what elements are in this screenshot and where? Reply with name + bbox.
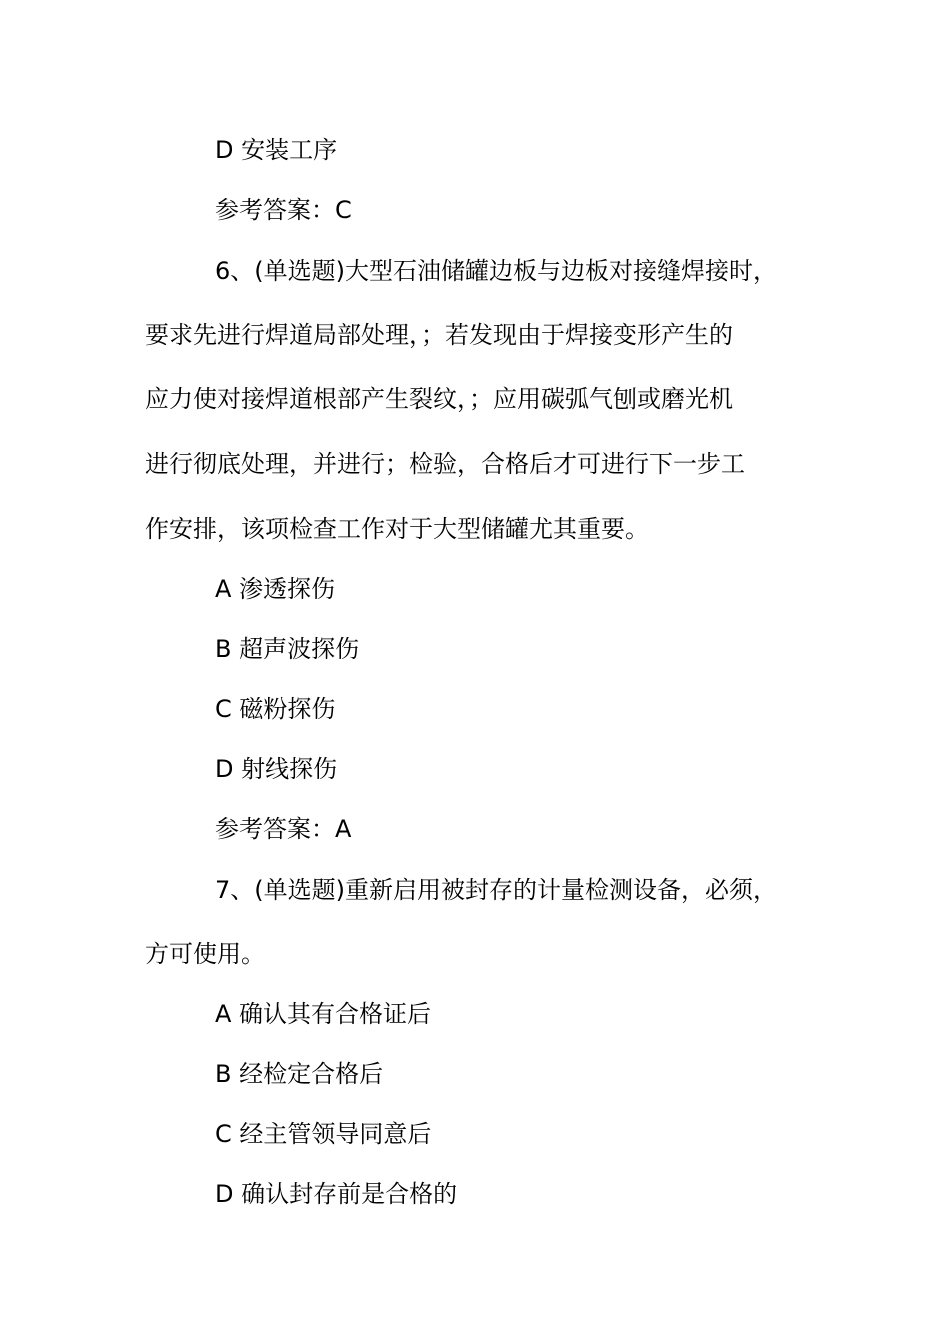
q5-option-d: D 安装工序	[215, 136, 338, 164]
q7-option-d: D 确认封存前是合格的	[215, 1180, 458, 1208]
q7-stem-line-2: 方可使用。	[145, 940, 265, 968]
q6-stem-line-2: 要求先进行焊道局部处理，；若发现由于焊接变形产生的	[145, 321, 733, 349]
q6-option-d: D 射线探伤	[215, 755, 338, 783]
q6-answer: 参考答案：A	[215, 815, 352, 843]
q6-stem-line-5: 作安排，该项检查工作对于大型储罐尤其重要。	[145, 515, 649, 543]
q6-option-b: B 超声波探伤	[215, 635, 360, 663]
q6-option-a: A 渗透探伤	[215, 575, 336, 603]
q6-option-c: C 磁粉探伤	[215, 695, 336, 723]
q6-stem-line-4: 进行彻底处理，并进行；检验，合格后才可进行下一步工	[145, 450, 745, 478]
q7-option-c: C 经主管领导同意后	[215, 1120, 432, 1148]
q6-stem-line-3: 应力使对接焊道根部产生裂纹，；应用碳弧气刨或磨光机	[145, 385, 733, 413]
q6-stem-line-1: 6、(单选题)大型石油储罐边板与边板对接缝焊接时，	[215, 257, 777, 285]
q7-option-b: B 经检定合格后	[215, 1060, 384, 1088]
q5-answer: 参考答案：C	[215, 196, 352, 224]
q7-stem-line-1: 7、(单选题)重新启用被封存的计量检测设备，必须，	[215, 876, 777, 904]
q7-option-a: A 确认其有合格证后	[215, 1000, 432, 1028]
